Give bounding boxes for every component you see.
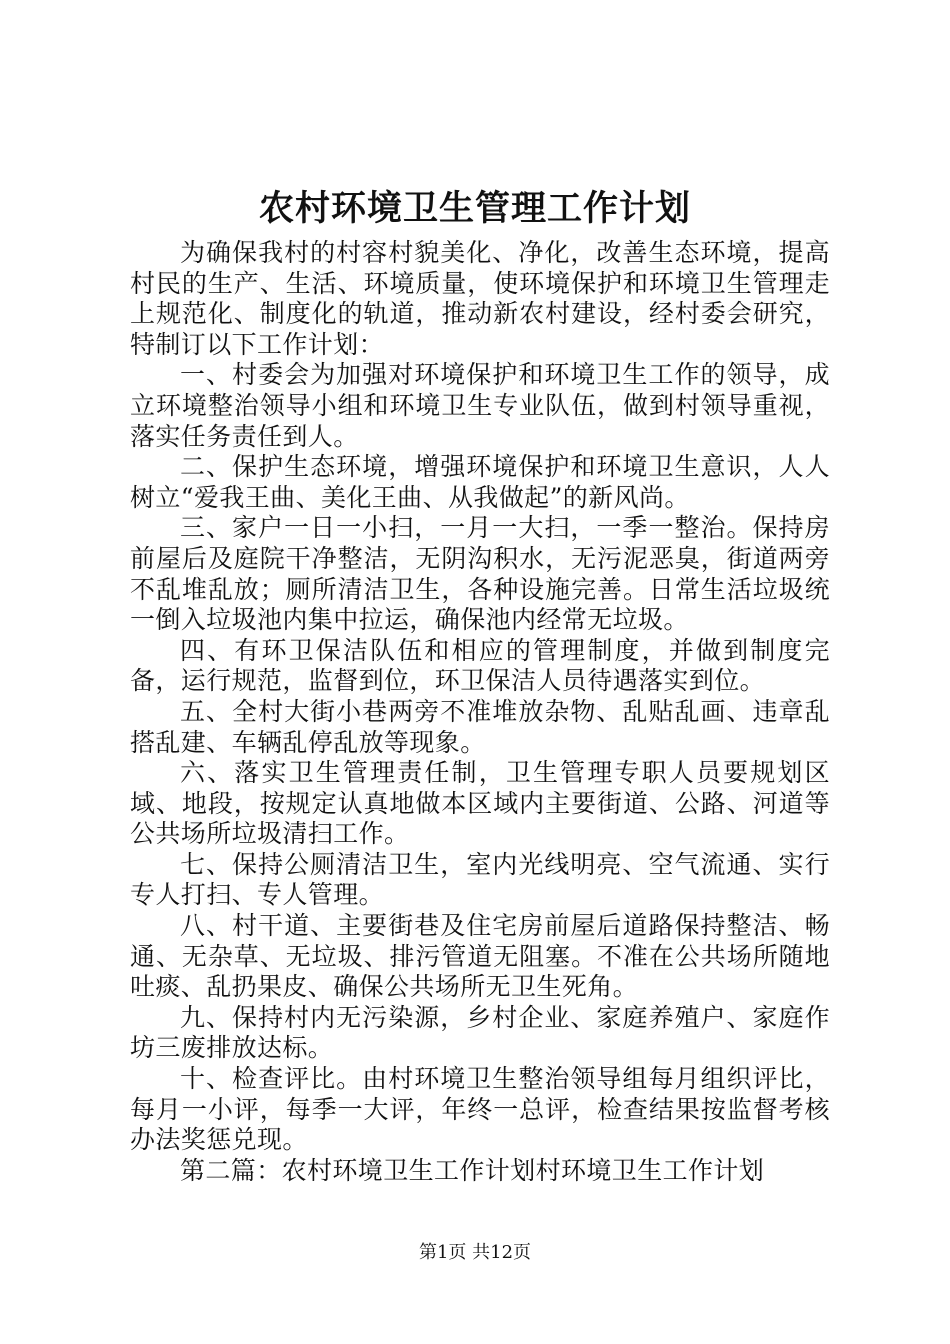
paragraph-item-5: 五、全村大街小巷两旁不准堆放杂物、乱贴乱画、违章乱搭乱建、车辆乱停乱放等现象。 bbox=[130, 696, 830, 757]
paragraph-item-2: 二、保护生态环境，增强环境保护和环境卫生意识，人人树立“爱我王曲、美化王曲、从我做起”的新风尚。 bbox=[130, 452, 830, 512]
document-body bbox=[130, 238, 830, 1186]
paragraph-item-10: 十、检查评比。由村环境卫生整治领导组每月组织评比，每月一小评，每季一大评，年终一总评，检查结果按监督考核办法奖惩兑现。 bbox=[130, 1064, 830, 1155]
paragraph-section-heading: 第二篇：农村环境卫生工作计划村环境卫生工作计划 bbox=[180, 1155, 765, 1185]
paragraph-item-3: 三、家户一日一小扫，一月一大扫，一季一整治。保持房前屋后及庭院干净整洁，无阴沟积水，无污泥恶臭，街道两旁不乱堆乱放；厕所清洁卫生，各种设施完善。日常生活垃圾统一倒入垃圾池内集中拉运，确保池内经常无垃圾。 bbox=[130, 513, 830, 635]
paragraph-item-4: 四、有环卫保洁队伍和相应的管理制度，并做到制度完备，运行规范，监督到位，环卫保洁人员待遇落实到位。 bbox=[130, 635, 830, 696]
paragraph-item-8: 八、村干道、主要街巷及住宅房前屋后道路保持整洁、畅通、无杂草、无垃圾、排污管道无阻塞。不准在公共场所随地吐痰、乱扔果皮、确保公共场所无卫生死角。 bbox=[130, 911, 830, 1002]
paragraph-intro: 为确保我村的村容村貌美化、净化，改善生态环境，提高村民的生产、生活、环境质量，使环境保护和环境卫生管理走上规范化、制度化的轨道，推动新农村建设，经村委会研究，特制订以下工作计划： bbox=[130, 238, 830, 359]
paragraph-item-9: 九、保持村内无污染源，乡村企业、家庭养殖户、家庭作坊三废排放达标。 bbox=[130, 1002, 830, 1063]
document-title: 农村环境卫生管理工作计划 bbox=[258, 188, 691, 229]
paragraph-item-6: 六、落实卫生管理责任制，卫生管理专职人员要规划区域、地段，按规定认真地做本区域内主要街道、公路、河道等公共场所垃圾清扫工作。 bbox=[130, 758, 830, 849]
page-footer: 第1页 共12页 bbox=[418, 1242, 532, 1263]
paragraph-item-7: 七、保持公厕清洁卫生，室内光线明亮、空气流通、实行专人打扫、专人管理。 bbox=[130, 849, 830, 910]
paragraph-item-1: 一、村委会为加强对环境保护和环境卫生工作的领导，成立环境整治领导小组和环境卫生专业队伍，做到村领导重视，落实任务责任到人。 bbox=[130, 360, 830, 451]
